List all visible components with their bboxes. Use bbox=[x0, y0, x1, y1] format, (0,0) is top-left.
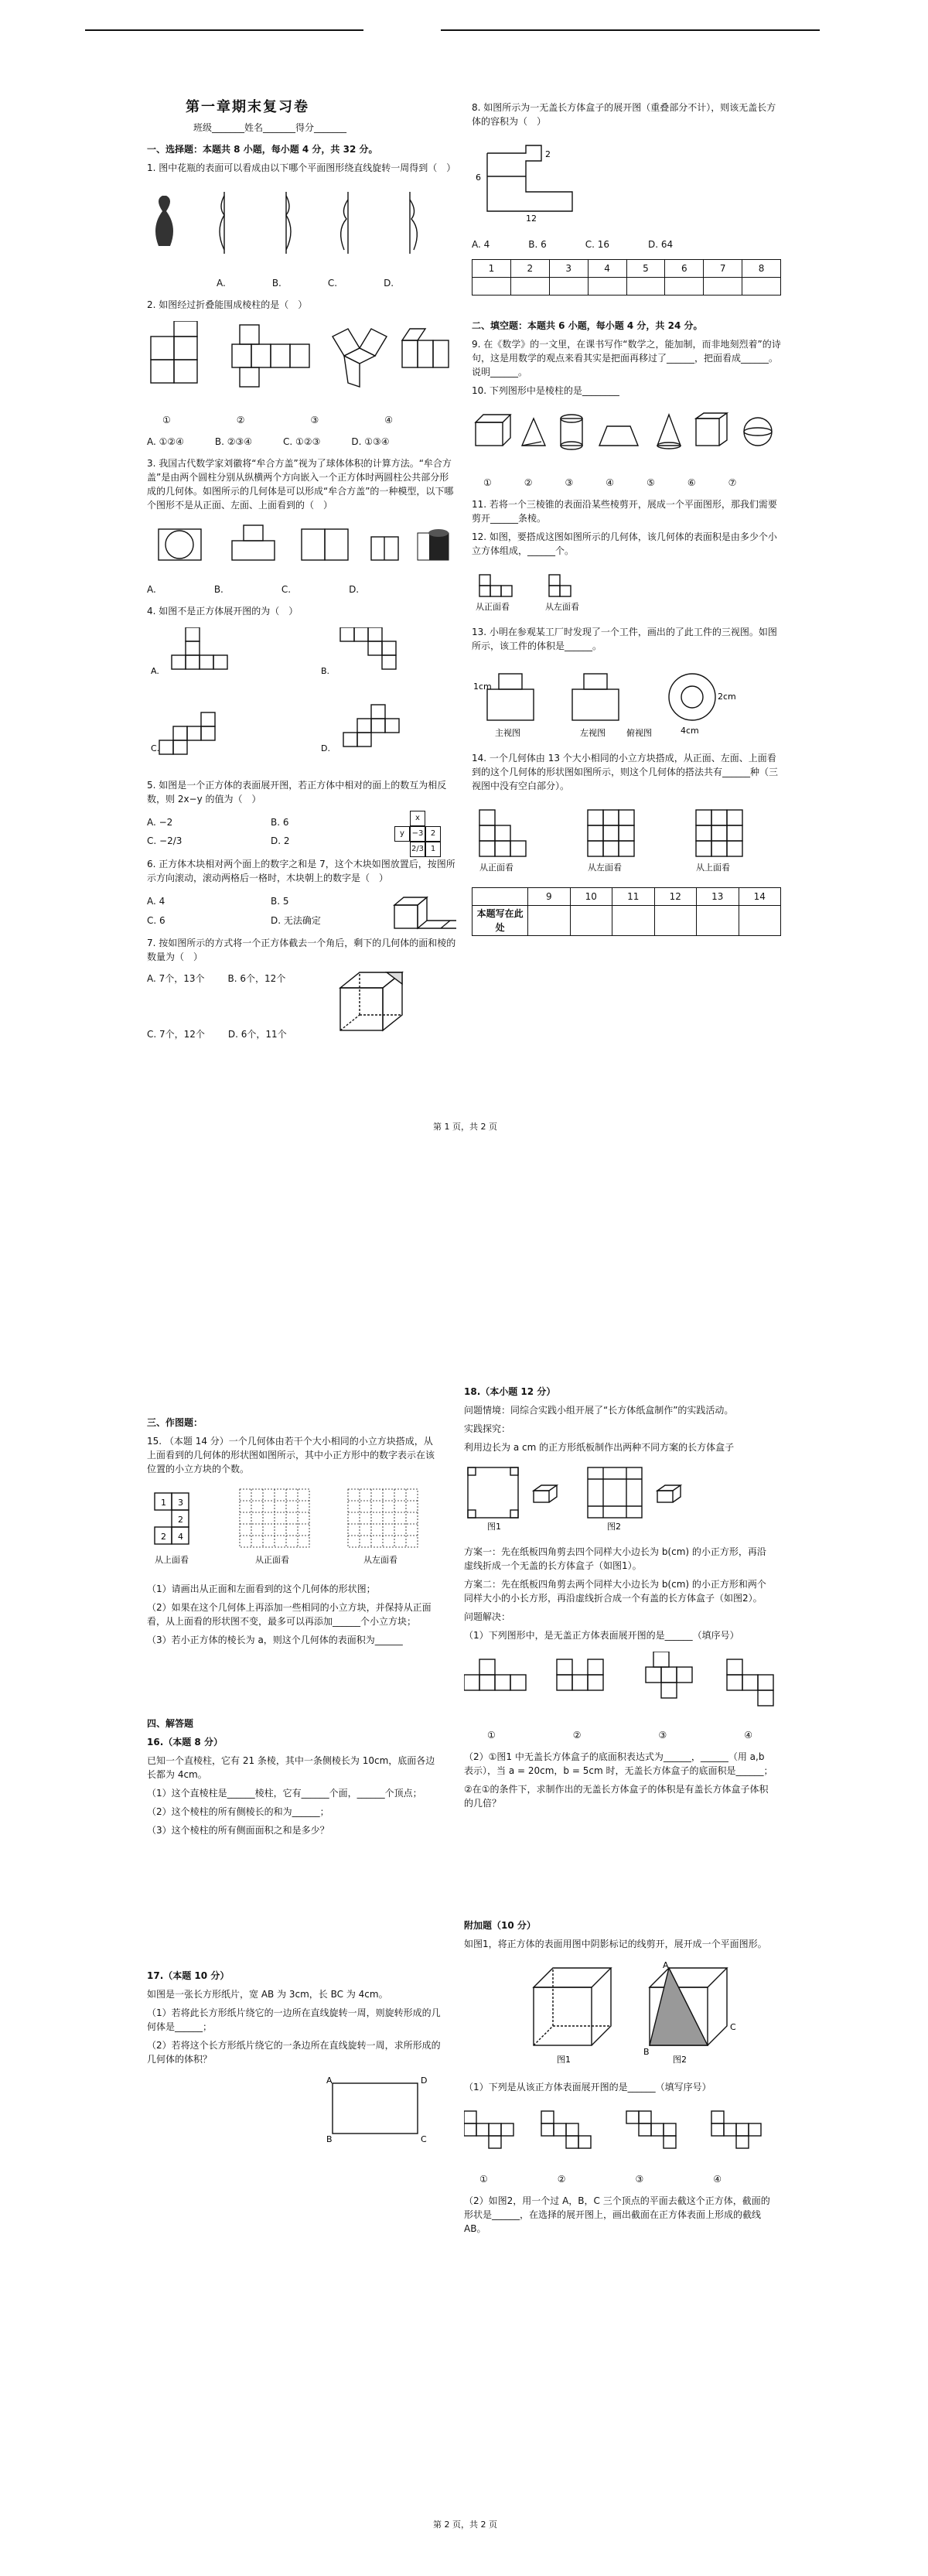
q2-figure bbox=[147, 321, 456, 398]
page2-left-column bbox=[147, 1408, 441, 2157]
page-1-footer: 第 1 页，共 2 页 bbox=[433, 1122, 497, 1132]
q6-option-b[interactable]: B. 5 bbox=[271, 896, 289, 907]
q3-option-c-shape bbox=[302, 529, 348, 560]
q15-sub-1: （1）请画出从正面和左面看到的这个几何体的形状图； bbox=[147, 1584, 376, 1594]
q4-option-c[interactable]: C. bbox=[151, 743, 160, 753]
q5-cell: 1 bbox=[425, 842, 441, 857]
answer-cell[interactable] bbox=[697, 906, 739, 936]
q15-view-label: 从左面看 bbox=[363, 1555, 397, 1565]
extra-sub-1: （1）下列是从该正方体表面展开图的是______（填写序号） bbox=[464, 2082, 711, 2093]
question-9: 9. 在《数学》的一文里，在课书写作“数学之，能加制，而非地刻烈着”的诗句，这是用数学的观点来看其实是把面再移过了______，把面看成______。说明______。 bbox=[472, 339, 781, 378]
q7-option-a[interactable]: A. 7个，13个 bbox=[147, 973, 205, 984]
q10-label: ③ bbox=[565, 477, 574, 488]
question-3: 3. 我国古代数学家刘徽将“牟合方盖”视为了球体体积的计算方法。“牟合方盖”是由两个圆柱分别从纵横两个方向嵌入一个正方体时两圆柱公共部分形成的几何体。如图所示的几何体是可以形成“牟合方盖”的一种模型，以下哪个图形不是从正面、左面、上面看到的（ ） bbox=[147, 458, 454, 511]
q7-block bbox=[147, 969, 456, 1049]
page1-right-column bbox=[472, 101, 781, 936]
section-1-heading: 一、选择题：本题共 8 小题，每小题 4 分，共 32 分。 bbox=[147, 144, 378, 155]
q7-options-row1 bbox=[147, 972, 309, 986]
question-13: 13. 小明在参观某工厂时发现了一个工件，画出的了此工件的三视图。如图所示，该工件的体积是______。 bbox=[472, 627, 777, 651]
q2-option-c[interactable]: C. ①②③ bbox=[283, 436, 321, 447]
q14-view-label: 从上面看 bbox=[696, 863, 730, 873]
extra-net-label: ④ bbox=[713, 2174, 722, 2185]
q2-net-2 bbox=[232, 325, 309, 387]
q4-option-a-net bbox=[172, 627, 227, 669]
section-2-heading: 二、填空题：本题共 6 小题，每小题 4 分，共 24 分。 bbox=[472, 320, 703, 331]
q14-figure bbox=[472, 802, 781, 876]
answer-table-2-row[interactable] bbox=[473, 906, 781, 936]
q18-net-label: ② bbox=[572, 1730, 582, 1741]
q16-heading: 16.（本题 8 分） bbox=[147, 1737, 223, 1748]
answer-row-label: 本题写在此处 bbox=[473, 906, 528, 936]
q12-front-label: 从正面看 bbox=[476, 602, 510, 612]
answer-table-1 bbox=[472, 259, 781, 296]
answer-cell[interactable] bbox=[626, 278, 665, 296]
q15-cell: 1 bbox=[161, 1498, 166, 1508]
q16-sub-1: （1）这个直棱柱是______棱柱，它有______个面，______个顶点； bbox=[147, 1788, 422, 1799]
extra-fig-label: 图2 bbox=[673, 2055, 687, 2065]
q2-option-a[interactable]: A. ①②④ bbox=[147, 436, 184, 447]
q3-option-d[interactable]: D. bbox=[349, 584, 360, 595]
q1-option-c-shape bbox=[341, 192, 348, 254]
q18-sub-1: （1）下列图形中，是无盖正方体表面展开图的是______（填序号） bbox=[464, 1630, 739, 1641]
top-rule-right bbox=[441, 29, 820, 31]
q18-net-labels bbox=[464, 1728, 773, 1742]
q10-label: ⑦ bbox=[728, 477, 737, 488]
answer-cell[interactable] bbox=[742, 278, 781, 296]
q12-figure bbox=[472, 567, 642, 613]
q10-label: ⑤ bbox=[647, 477, 655, 488]
answer-cell[interactable] bbox=[528, 906, 570, 936]
q7-options bbox=[147, 969, 309, 1049]
q15-cell: 3 bbox=[178, 1498, 183, 1508]
page-2-footer: 第 2 页，共 2 页 bbox=[433, 2520, 497, 2530]
q10-label: ② bbox=[524, 477, 533, 488]
extra-sub-2: （2）如图2，用一个过 A，B，C 三个顶点的平面去截这个正方体，截面的形状是______，在选择的展开图上，画出截面在正方体表面上形成的截线 AB。 bbox=[464, 2195, 770, 2234]
question-10: 10. 下列图形中是棱柱的是________ bbox=[472, 385, 619, 396]
answer-number: 1 bbox=[473, 260, 511, 278]
q6-option-c[interactable]: C. 6 bbox=[147, 915, 165, 926]
q8-option-a[interactable]: A. 4 bbox=[472, 239, 490, 250]
vase-icon bbox=[155, 196, 173, 246]
q18-intro: 问题情境：同综合实践小组开展了“长方体纸盒制作”的实践活动。 bbox=[464, 1405, 734, 1416]
q5-option-d[interactable]: D. 2 bbox=[271, 835, 290, 846]
answer-cell[interactable] bbox=[549, 278, 588, 296]
q2-label-4: ④ bbox=[384, 415, 394, 425]
extra-net-label: ③ bbox=[635, 2174, 644, 2185]
q17-sub-2: （2）若将这个长方形纸片绕它的一条边所在直线旋转一周，求所形成的几何体的体积？ bbox=[147, 2040, 441, 2065]
top-rule-left bbox=[85, 29, 363, 31]
question-8: 8. 如图所示为一无盖长方体盒子的展开图（重叠部分不计），则该无盖长方体的容积为（ ） bbox=[472, 102, 776, 127]
question-4: 4. 如图不是正方体展开图的为（ ） bbox=[147, 606, 299, 617]
q5-net bbox=[394, 811, 441, 857]
answer-number: 7 bbox=[704, 260, 742, 278]
answer-number: 9 bbox=[528, 888, 570, 906]
q15-grid-front bbox=[240, 1489, 309, 1547]
q1-option-b-shape bbox=[286, 192, 291, 254]
q3-model-icon bbox=[418, 529, 449, 560]
q18-nets-figure bbox=[464, 1652, 789, 1713]
extra-question: 如图1，将正方体的表面用图中阴影标记的线剪开，展开成一个平面图形。 bbox=[464, 1939, 767, 1949]
extra-net-labels bbox=[464, 2172, 773, 2186]
question-17: 如图是一张长方形纸片，宽 AB 为 3cm，长 BC 为 4cm。 bbox=[147, 1989, 388, 2000]
page1-left-column bbox=[147, 101, 456, 1049]
q6-option-d[interactable]: D. 无法确定 bbox=[271, 915, 321, 926]
q18-net-label: ④ bbox=[744, 1730, 753, 1741]
extra-heading: 附加题（10 分） bbox=[464, 1920, 536, 1931]
extra-point: B bbox=[643, 2047, 650, 2057]
q4-option-d[interactable]: D. bbox=[321, 743, 330, 753]
extra-point: C bbox=[730, 2022, 736, 2032]
answer-number: 3 bbox=[549, 260, 588, 278]
q7-options-row2 bbox=[147, 1027, 309, 1041]
q17-heading: 17.（本题 10 分） bbox=[147, 1970, 230, 1981]
answer-cell[interactable] bbox=[510, 278, 549, 296]
q4-option-b-net bbox=[340, 627, 396, 669]
extra-point: A bbox=[663, 1960, 669, 1970]
q10-label: ④ bbox=[606, 477, 615, 488]
answer-cell[interactable] bbox=[739, 906, 781, 936]
q15-grid-left bbox=[348, 1489, 418, 1547]
answer-table-corner bbox=[473, 888, 528, 906]
extra-fig-label: 图1 bbox=[557, 2055, 571, 2065]
q4-option-a[interactable]: A. bbox=[151, 666, 159, 676]
q13-dim: 1cm bbox=[473, 682, 492, 692]
q8-figure bbox=[472, 138, 626, 223]
q18-text-3: 方案二：先在纸板四角剪去两个同样大小边长为 b(cm) 的小正方形和两个同样大小的小长方形，再沿虚线折合成一个有盖的长方体盒子（如图2）。 bbox=[464, 1579, 766, 1604]
q18-text-2: 方案一：先在纸板四角剪去四个同样大小边长为 b(cm) 的小正方形，再沿虚线折成一个无盖的长方体盒子（如图1）。 bbox=[464, 1546, 766, 1571]
page2-right-column bbox=[464, 1385, 773, 2240]
q14-view-label: 从左面看 bbox=[588, 863, 622, 873]
question-11: 11. 若将一个三棱锥的表面沿某些棱剪开，展成一个平面图形，那我们需要剪开______条棱。 bbox=[472, 499, 777, 524]
q8-dim-2: 2 bbox=[545, 149, 551, 159]
answer-number: 13 bbox=[697, 888, 739, 906]
q6-options bbox=[147, 894, 363, 928]
q8-option-d[interactable]: D. 64 bbox=[648, 239, 674, 250]
q5-block bbox=[147, 811, 456, 857]
q16-sub-3: （3）这个棱柱的所有侧面面积之和是多少？ bbox=[147, 1825, 329, 1836]
q5-cell: −3 bbox=[410, 826, 425, 842]
q5-option-a[interactable]: A. −2 bbox=[147, 817, 173, 828]
answer-number: 14 bbox=[739, 888, 781, 906]
q13-dim: 4cm bbox=[681, 726, 699, 736]
q17-point: A bbox=[326, 2075, 333, 2086]
q15-figure bbox=[147, 1485, 441, 1570]
q1-option-b[interactable]: B. bbox=[271, 278, 281, 289]
answer-number: 11 bbox=[612, 888, 654, 906]
q18-sub-2: （2）①图1 中无盖长方体盒子的底面积表达式为______，______（用 a,b 表示），当 a = 20cm，b = 5cm 时，无盖长方体盒子的底面积是______； bbox=[464, 1751, 773, 1776]
q2-net-4 bbox=[402, 329, 449, 367]
extra-figure bbox=[464, 1960, 773, 2069]
answer-number: 12 bbox=[654, 888, 696, 906]
answer-number: 8 bbox=[742, 260, 781, 278]
q3-option-a[interactable]: A. bbox=[147, 584, 156, 595]
q18-net-label: ① bbox=[487, 1730, 496, 1741]
q3-options bbox=[147, 583, 456, 596]
answer-number: 4 bbox=[588, 260, 626, 278]
q13-view-label: 左视图 bbox=[580, 728, 606, 738]
question-1: 1. 图中花瓶的表面可以看成由以下哪个平面图形绕直线旋转一周得到（ ） bbox=[147, 162, 456, 173]
answer-cell[interactable] bbox=[612, 906, 654, 936]
q16-sub-2: （2）这个棱柱的所有侧棱长的和为______； bbox=[147, 1806, 329, 1817]
q17-point: C bbox=[421, 2134, 427, 2144]
extra-nets-figure bbox=[464, 2103, 773, 2157]
q18-fig-label: 图2 bbox=[607, 1522, 621, 1532]
q4-figure bbox=[147, 627, 456, 767]
q18-solve: 问题解决： bbox=[464, 1611, 511, 1622]
answer-cell[interactable] bbox=[570, 906, 612, 936]
q3-option-a-shape bbox=[159, 529, 201, 560]
q6-option-a[interactable]: A. 4 bbox=[147, 896, 165, 907]
question-5: 5. 如图是一个正方体的表面展开图，若正方体中相对的面上的数互为相反数，则 2x−y 的值为（ ） bbox=[147, 780, 447, 805]
q3-option-d-shape bbox=[371, 537, 398, 560]
q2-label-1: ① bbox=[162, 415, 171, 425]
question-15: 15. （本题 14 分）一个几何体由若干个大小相同的小立方块搭成，从上面看到的几何体的形状图如图所示，其中小正方形中的数字表示在该位置的小立方块的个数。 bbox=[147, 1436, 435, 1474]
q10-label: ① bbox=[483, 477, 492, 488]
q2-option-b[interactable]: B. ②③④ bbox=[214, 436, 253, 447]
extra-net-label: ① bbox=[479, 2174, 488, 2185]
answer-cell[interactable] bbox=[665, 278, 704, 296]
q1-options bbox=[147, 276, 456, 290]
q1-option-a-shape bbox=[220, 192, 224, 254]
q2-fig-labels bbox=[147, 413, 456, 427]
answer-table-2-header bbox=[473, 888, 781, 906]
q15-cell: 2 bbox=[178, 1515, 183, 1525]
section-4-heading: 四、解答题 bbox=[147, 1718, 194, 1729]
q7-option-b[interactable]: B. 6个，12个 bbox=[227, 973, 286, 984]
q7-option-d[interactable]: D. 6个，11个 bbox=[227, 1029, 287, 1040]
q8-dim-6: 6 bbox=[476, 173, 481, 183]
q3-option-b[interactable]: B. bbox=[213, 584, 223, 595]
q2-label-2: ② bbox=[236, 415, 245, 425]
q13-view-label: 主视图 bbox=[495, 728, 520, 738]
q4-option-c-net bbox=[159, 712, 215, 754]
q17-point: D bbox=[421, 2075, 428, 2086]
q1-option-a[interactable]: A. bbox=[217, 278, 226, 289]
q1-figure bbox=[147, 184, 456, 261]
q2-option-d[interactable]: D. ①③④ bbox=[351, 436, 390, 447]
q2-options bbox=[147, 435, 456, 449]
q15-cell: 2 bbox=[161, 1532, 166, 1542]
q10-labels bbox=[472, 476, 781, 490]
section-3-heading: 三、作图题： bbox=[147, 1417, 203, 1428]
q10-figure bbox=[472, 407, 781, 461]
q7-option-c[interactable]: C. 7个，12个 bbox=[147, 1029, 205, 1040]
answer-cell[interactable] bbox=[654, 906, 696, 936]
q18-net-label: ③ bbox=[658, 1730, 667, 1741]
q5-cell: 2 bbox=[425, 826, 441, 842]
question-14: 14. 一个几何体由 13 个大小相同的小立方块搭成，从正面、左面、上面看到的这个几何体的形状图如图所示，则这个几何体的搭法共有______种（三视图中没有空白部分）。 bbox=[472, 753, 779, 791]
q5-cell: 2/3 bbox=[410, 842, 425, 857]
extra-net-label: ② bbox=[557, 2174, 566, 2185]
student-info: 班级_______姓名_______得分_______ bbox=[193, 122, 347, 133]
q6-block bbox=[147, 890, 456, 936]
page-1 bbox=[0, 0, 928, 1160]
q8-option-c[interactable]: C. 16 bbox=[585, 239, 610, 250]
q2-net-3 bbox=[333, 329, 387, 387]
q15-view-label: 从正面看 bbox=[255, 1555, 289, 1565]
q1-option-d[interactable]: D. bbox=[384, 278, 394, 289]
q14-view-label: 从正面看 bbox=[479, 863, 513, 873]
q3-option-c[interactable]: C. bbox=[281, 584, 292, 595]
q10-label: ⑥ bbox=[687, 477, 696, 488]
q13-dim: 2cm bbox=[718, 692, 736, 702]
answer-table-2 bbox=[472, 887, 781, 936]
q18-text-1: 利用边长为 a cm 的正方形纸板制作出两种不同方案的长方体盒子 bbox=[464, 1442, 735, 1453]
answer-cell[interactable] bbox=[473, 278, 511, 296]
answer-number: 6 bbox=[665, 260, 704, 278]
q13-view-label: 俯视图 bbox=[626, 728, 652, 738]
q12-left-label: 从左面看 bbox=[545, 602, 579, 612]
answer-table-1-header bbox=[473, 260, 781, 278]
question-12: 12. 如图，要搭成这图如图所示的几何体，该几何体的表面积是由多少个小立方体组成，______个。 bbox=[472, 531, 777, 556]
question-16: 已知一个直棱柱，它有 21 条棱，其中一条侧棱长为 10cm，底面各边长都为 4cm。 bbox=[147, 1755, 435, 1780]
q5-cell: x bbox=[410, 811, 425, 826]
q4-option-b[interactable]: B. bbox=[321, 666, 330, 676]
q17-point: B bbox=[326, 2134, 333, 2144]
q13-figure bbox=[472, 662, 750, 740]
q5-cell: y bbox=[394, 826, 410, 842]
q18-figure bbox=[464, 1464, 773, 1533]
page-title: 第一章期末复习卷 bbox=[186, 99, 309, 115]
answer-number: 10 bbox=[570, 888, 612, 906]
page-2 bbox=[0, 1315, 928, 2553]
q2-label-3: ③ bbox=[310, 415, 319, 425]
q18-sub-2b: ②在①的条件下，求制作出的无盖长方体盒子的体积是有盖长方体盒子体积的几倍？ bbox=[464, 1784, 769, 1809]
q17-rectangle-figure bbox=[147, 2075, 441, 2145]
q15-view-label: 从上面看 bbox=[155, 1555, 189, 1565]
q5-option-c[interactable]: C. −2/3 bbox=[147, 835, 183, 846]
q15-cell: 4 bbox=[178, 1532, 183, 1542]
question-7: 7. 按如图所示的方式将一个正方体截去一个角后，剩下的几何体的面和棱的数量为（ ） bbox=[147, 938, 456, 962]
question-6: 6. 正方体木块相对两个面上的数字之和是 7，这个木块如图放置后，按图所示方向滚动，滚动两格后一格时，木块朝上的数字是（ ） bbox=[147, 859, 455, 883]
question-2: 2. 如图经过折叠能围成棱柱的是（ ） bbox=[147, 299, 308, 310]
q8-dim-12: 12 bbox=[526, 214, 537, 223]
q4-option-d-net bbox=[343, 705, 399, 746]
answer-number: 2 bbox=[510, 260, 549, 278]
q6-figure bbox=[387, 890, 456, 936]
q3-option-b-shape bbox=[232, 525, 275, 560]
q17-sub-1: （1）若将此长方形纸片绕它的一边所在直线旋转一周，则旋转形成的几何体是______； bbox=[147, 2007, 441, 2032]
q18-heading: 18.（本小题 12 分） bbox=[464, 1386, 556, 1397]
q15-sub-3: （3）若小正方体的棱长为 a，则这个几何体的表面积为______ bbox=[147, 1635, 403, 1645]
q18-practice: 实践探究： bbox=[464, 1423, 511, 1434]
q15-sub-2: （2）如果在这个几何体上再添加一些相同的小立方块，并保持从正面看，从上面看的形状图不变，最多可以再添加______个小立方块； bbox=[147, 1602, 432, 1627]
q2-net-1 bbox=[151, 321, 197, 383]
q5-options bbox=[147, 815, 363, 848]
q5-option-b[interactable]: B. 6 bbox=[271, 817, 289, 828]
q1-option-d-shape bbox=[410, 192, 417, 254]
q7-cube-figure bbox=[333, 969, 410, 1038]
answer-cell[interactable] bbox=[704, 278, 742, 296]
answer-number: 5 bbox=[626, 260, 665, 278]
q8-option-b[interactable]: B. 6 bbox=[528, 239, 547, 250]
q18-fig-label: 图1 bbox=[487, 1522, 501, 1532]
q8-options bbox=[472, 237, 781, 251]
q3-figure bbox=[147, 521, 456, 568]
q1-option-c[interactable]: C. bbox=[327, 278, 338, 289]
answer-table-1-row[interactable] bbox=[473, 278, 781, 296]
answer-cell[interactable] bbox=[588, 278, 626, 296]
